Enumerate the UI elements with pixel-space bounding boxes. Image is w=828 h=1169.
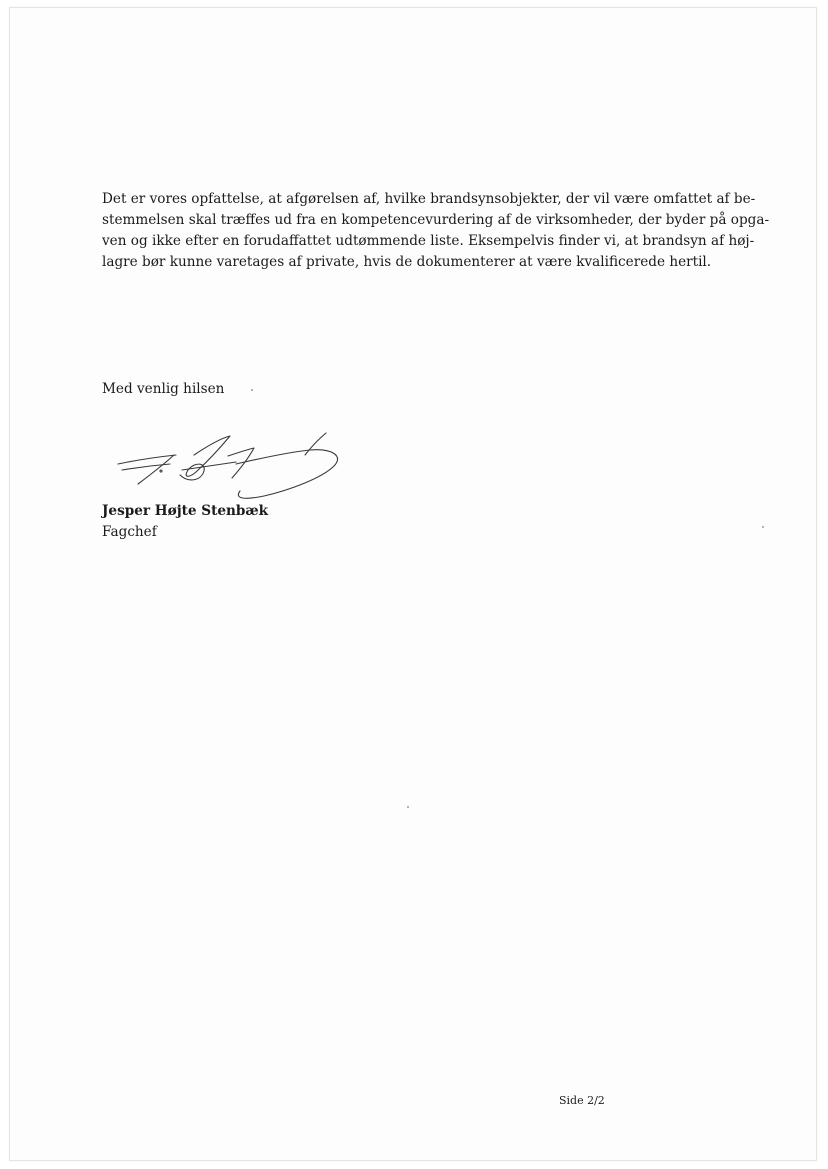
signer-title: Fagchef — [102, 524, 157, 540]
scan-speck — [762, 526, 764, 528]
scan-speck — [407, 806, 409, 808]
body-paragraph — [102, 189, 770, 273]
handwritten-signature — [112, 428, 352, 506]
document-page — [10, 8, 816, 1160]
body-line: Det er vores opfattelse, at afgørelsen af, hvilke brandsynsobjekter, der vil være omfattet af be- — [102, 191, 756, 207]
scan-speck — [251, 389, 253, 391]
signer-name: Jesper Højte Stenbæk — [102, 503, 269, 519]
body-line: lagre bør kunne varetages af private, hvis de dokumenterer at være kvalificerede hertil. — [102, 254, 712, 270]
body-line: stemmelsen skal træffes ud fra en kompetencevurdering af de virksomheder, der byder på opga- — [102, 212, 770, 228]
page-number: Side 2/2 — [559, 1094, 605, 1107]
closing-salutation: Med venlig hilsen — [102, 381, 225, 397]
body-line: ven og ikke efter en forudaffattet udtømmende liste. Eksempelvis finder vi, at brandsyn af høj- — [102, 233, 755, 249]
